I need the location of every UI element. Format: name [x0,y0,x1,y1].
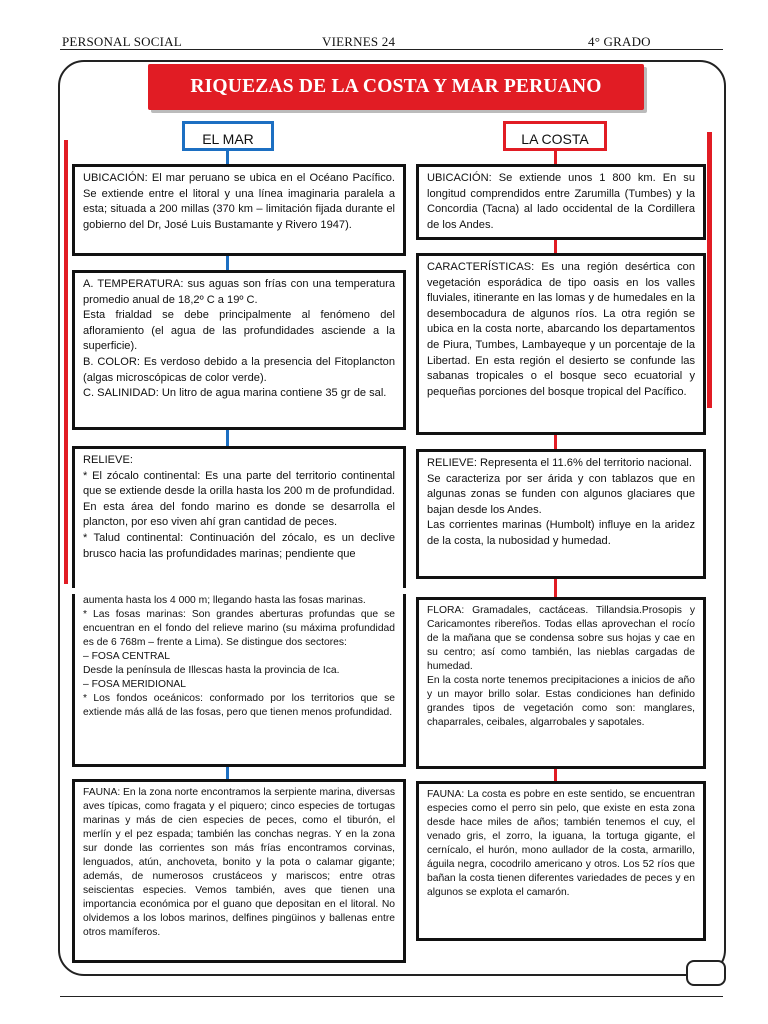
costa-connector-3 [554,435,557,449]
costa-flora-box [416,597,706,769]
costa-fauna-box [416,781,706,941]
costa-flora-2: En la costa norte tenemos precipitaciones a inicios de año y un mayor brillo solar. Estas condiciones han definido grandes tipos de vegetación como son: manglares, chaparrales, ceibales, algarrobales y sapotales. [427,675,695,728]
mar-fosa-central: – FOSA CENTRAL [83,651,170,662]
day-label: VIERNES 24 [322,34,396,49]
costa-fauna-text: FAUNA: La costa es pobre en este sentido, se encuentran especies como el perro sin pelo, que existe en esta zona desde hace miles de años; también tenemos el cuy, el venado gris, el zorro, la iguana, la tortuga gigante, el cernícalo, el hurón, mono aullador de la costa, armarillo, águila negra, cocodrilo americano y otros. Los 52 ríos que bañan la costa tienen diferentes variedades de peces y en algunos se explota el camarón. [427,789,695,898]
mar-fosas: * Las fosas marinas: Son grandes aberturas profundas que se encuentran en el fondo del relieve marino (su máxima profundidad es de 6 768m – frente a Lima). Se distingue dos sectores: [83,609,395,648]
costa-heading: LA COSTA [503,121,607,151]
costa-caracteristicas-text: CARACTERÍSTICAS: Es una región desértica con vegetación esporádica de tipo oasis en los valles fluviales, itinerante en las lomas y de humedales en la desembocadura de algunos ríos. La otra región se ubica en la costa norte, abarcando los departamentos de Piura, Tumbes, Lambayeque y un porcentaje de la Libertad. En esta región el desierto se confunde las sabanas tropicales o el bosque seco ecuatorial y pequeñas porciones del bosque tropical del Pacífico. [427,261,695,398]
costa-ubicacion-text: UBICACIÓN: Se extiende unos 1 800 km. En su longitud comprendidos entre Zarumilla (Tumbes) y la Concordia (Tacna) al lado occidental de la Cordillera de los Andes. [427,172,695,231]
mar-ubicacion-box [72,164,406,256]
costa-relieve-3: Las corrientes marinas (Humbolt) influye en la aridez de la costa, la nubosidad y humedad. [427,519,695,547]
grade-label: 4° GRADO [588,34,651,49]
costa-flora-1: FLORA: Gramadales, cactáceas. Tillandsia.Prosopis y Caricamontes ribereños. Todas ellas aprovechan el rocío de la mañana que se condensa sobre sus hojas y cae en su centro; así como también, las nieblas cargadas de humedad. [427,605,695,672]
mar-heading: EL MAR [182,121,274,151]
mar-color: B. COLOR: Es verdoso debido a la presencia del Fitoplancton (algas microscópicas de color verde). [83,355,395,384]
mar-fosa-meridional: – FOSA MERIDIONAL [83,679,186,690]
mar-fauna-text: FAUNA: En la zona norte encontramos la serpiente marina, diversas aves típicas, como fragata y el piquero; cinco especies de tortugas marinas y más de cien especies de peces, como el tiburón, el merlín y el pez espada; también las conchas negras. Y en la zona sur donde las corrientes son más frías encontramos corvinas, lenguados, atún, anchoveta, bonito y la pota o calamar gigante; además, de numerosos crustáceos y mariscos; entre otras seiscientas especies. Vemos también, aves que tienen una importancia económica por el guano que depositan en el litoral. No olvidemos a los lobos marinos, delfines pingüinos y ballenas entre otros mamíferos. [83,787,395,938]
costa-connector-1 [554,151,557,164]
mar-salinidad: C. SALINIDAD: Un litro de agua marina contiene 35 gr de sal. [83,387,387,400]
mar-connector-4 [226,767,229,779]
costa-ubicacion-box [416,164,706,240]
mar-relieve-box [72,446,406,588]
page-curl [686,960,726,986]
costa-relieve-box [416,449,706,579]
costa-connector-5 [554,769,557,781]
mar-fosa-central-desc: Desde la península de Illescas hasta la provincia de Ica. [83,665,340,676]
mar-connector-2 [226,256,229,270]
costa-connector-4 [554,579,557,597]
footer-rule [60,996,723,997]
mar-zocalo: * El zócalo continental: Es una parte del territorio continental que se extiende desde la orilla hasta los 200 m de profundidad. En esta área del fondo marino es donde se desarrolla el plancton, por eso viven ahí gran cantidad de peces. [83,469,395,529]
costa-connector-2 [554,240,557,253]
mar-relieve-cont-1: aumenta hasta los 4 000 m; llegando hasta las fosas marinas. [83,595,366,606]
mar-relieve-cont-box [72,594,406,767]
left-accent-bar [64,140,68,584]
costa-relieve-2: Se caracteriza por ser árida y con tablazos que en algunas zonas se funden con algunos glaciares que bajan desde los Andes. [427,472,695,516]
subject-label: PERSONAL SOCIAL [62,34,182,49]
mar-connector-3 [226,430,229,446]
mar-caracteristicas-box [72,270,406,430]
mar-talud: * Talud continental: Continuación del zócalo, es un declive brusco hacia las profundidades marinas; pendiente que [83,531,395,560]
header-rule [60,49,723,50]
mar-fauna-box [72,779,406,963]
costa-relieve-1: RELIEVE: Representa el 11.6% del territorio nacional. [427,457,692,469]
right-accent-bar [707,132,712,408]
mar-frialdad: Esta frialdad se debe principalmente al fenómeno del afloramiento (el agua de las profundidades asciende a la superficie). [83,309,395,353]
mar-fondos-oceanicos: * Los fondos oceánicos: conformado por los territorios que se extiende más allá de las fosas, pero que tienen menos profundidad. [83,693,395,718]
mar-temperatura: A. TEMPERATURA: sus aguas son frías con una temperatura promedio anual de 18,2º C a 19º C. [83,278,395,306]
mar-connector-1 [226,151,229,164]
costa-caracteristicas-box [416,253,706,435]
page-title: RIQUEZAS DE LA COSTA Y MAR PERUANO [148,64,644,110]
mar-relieve-title: RELIEVE: [83,454,133,466]
mar-ubicacion-text: UBICACIÓN: El mar peruano se ubica en el Océano Pacífico. Se extiende entre el litoral y una línea imaginaria paralela a esta; situada a 200 millas (370 km – limitación fijada durante el gobierno del Dr, José Luis Bustamante y Rivero 1947). [83,172,395,231]
